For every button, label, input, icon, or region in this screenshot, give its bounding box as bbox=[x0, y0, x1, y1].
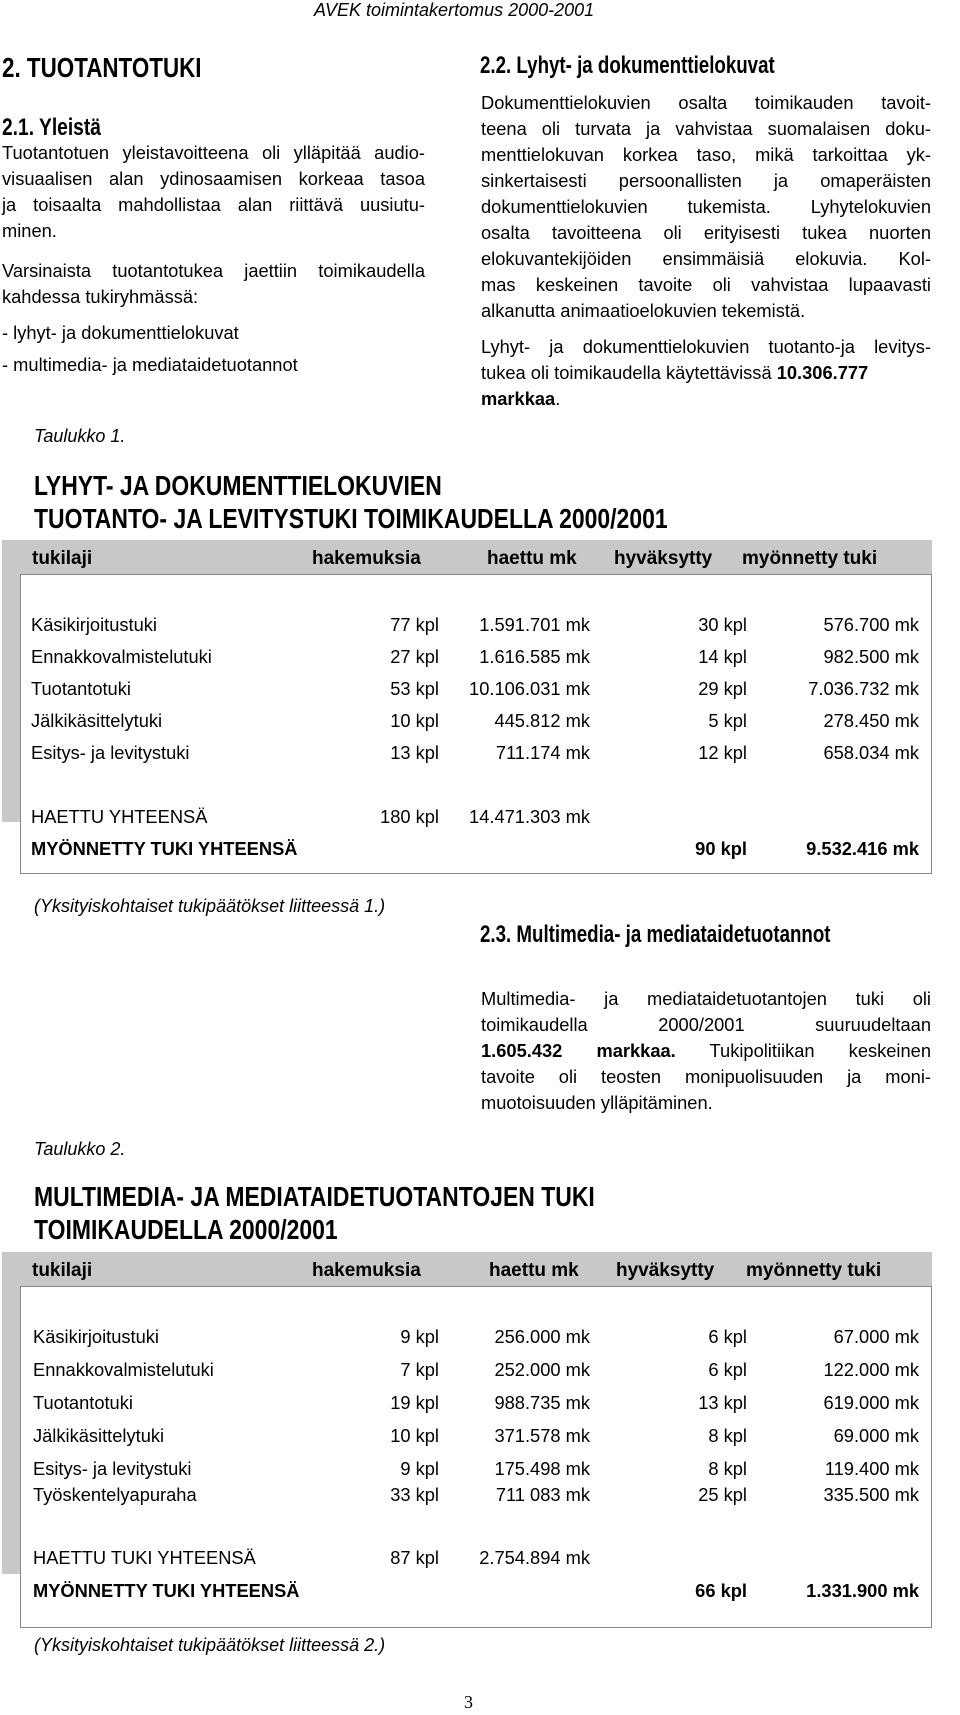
running-header: AVEK toimintakertomus 2000-2001 bbox=[314, 0, 595, 20]
table1-header-applications: hakemuksia bbox=[312, 548, 421, 569]
table2-header-applied: haettu mk bbox=[489, 1260, 579, 1281]
table-row: Ennakkovalmistelutuki 7 kpl 252.000 mk 6 kpl 122.000 mk bbox=[33, 1359, 919, 1380]
table-row: Tuotantotuki 19 kpl 988.735 mk 13 kpl 619.000 mk bbox=[33, 1392, 919, 1413]
table-row: Esitys- ja levitystuki 13 kpl 711.174 mk 12 kpl 658.034 mk bbox=[31, 742, 919, 763]
table2-header-approved: hyväksytty bbox=[616, 1260, 715, 1281]
table2-note: (Yksityiskohtaiset tukipäätökset liitteessä 2.) bbox=[34, 1635, 386, 1655]
table2-header-type: tukilaji bbox=[32, 1260, 93, 1281]
table1-total-granted: MYÖNNETTY TUKI YHTEENSÄ 90 kpl 9.532.416 mk bbox=[31, 838, 919, 859]
table-row: Tuotantotuki 53 kpl 10.106.031 mk 29 kpl 7.036.732 mk bbox=[31, 678, 919, 699]
table1-header-granted: myönnetty tuki bbox=[742, 548, 878, 569]
table2-header-granted: myönnetty tuki bbox=[746, 1260, 882, 1281]
bullet-short-films: - lyhyt- ja dokumenttielokuvat bbox=[2, 322, 239, 343]
table-row: Työskentelyapuraha 33 kpl 711 083 mk 25 kpl 335.500 mk bbox=[33, 1484, 919, 1505]
subsection-title-multimedia: 2.3. Multimedia- ja mediataidetuotannot bbox=[480, 921, 831, 948]
table1-header-bar bbox=[2, 540, 932, 578]
table2-caption: Taulukko 2. bbox=[34, 1139, 126, 1159]
table-row: Käsikirjoitustuki 77 kpl 1.591.701 mk 30 kpl 576.700 mk bbox=[31, 614, 919, 635]
table2-total-applied: HAETTU TUKI YHTEENSÄ 87 kpl 2.754.894 mk bbox=[33, 1547, 590, 1568]
table1-body bbox=[20, 574, 932, 874]
table1-note: (Yksityiskohtaiset tukipäätökset liitteessä 1.) bbox=[34, 896, 386, 916]
table1-left-bar bbox=[2, 578, 20, 822]
multimedia-paragraph: Multimedia- ja mediataidetuotantojen tuki oli toimikaudella 2000/2001 suuruudeltaan 1.605.432 markkaa. Tukipolitiikan keskeinen tavoite oli teosten monipuolisuuden ja moni- muotoisuuden ylläpitäminen. bbox=[481, 988, 931, 1113]
section-title: 2. TUOTANTOTUKI bbox=[2, 52, 202, 83]
table1-header-type: tukilaji bbox=[32, 548, 93, 569]
table2-header-applications: hakemuksia bbox=[312, 1260, 421, 1281]
table1-title: LYHYT- JA DOKUMENTTIELOKUVIEN TUOTANTO- JA LEVITYSTUKI TOIMIKAUDELLA 2000/2001 bbox=[34, 470, 668, 534]
table2-header-bar bbox=[2, 1252, 932, 1290]
general-paragraph-2: Varsinaista tuotantotukea jaettiin toimikaudella kahdessa tukiryhmässä: bbox=[2, 260, 425, 307]
table2-total-granted: MYÖNNETTY TUKI YHTEENSÄ 66 kpl 1.331.900 mk bbox=[33, 1580, 919, 1601]
short-films-paragraph-2: Lyhyt- ja dokumenttielokuvien tuotanto-ja levitys- tukea oli toimikaudella käytettävissä 10.306.777 markkaa. bbox=[481, 336, 931, 409]
table-row: Jälkikäsittelytuki 10 kpl 371.578 mk 8 kpl 69.000 mk bbox=[33, 1425, 919, 1446]
general-paragraph-1: Tuotantotuen yleistavoitteena oli ylläpitää audio- visuaalisen alan ydinosaamisen korkeaa tasoa ja toisaalta mahdollistaa alan riittävä uusiutu- minen. bbox=[2, 142, 425, 241]
subsection-title-general: 2.1. Yleistä bbox=[2, 114, 101, 141]
subsection-title-short-films: 2.2. Lyhyt- ja dokumenttielokuvat bbox=[480, 52, 775, 79]
table-row: Jälkikäsittelytuki 10 kpl 445.812 mk 5 kpl 278.450 mk bbox=[31, 710, 919, 731]
table-row: Käsikirjoitustuki 9 kpl 256.000 mk 6 kpl 67.000 mk bbox=[33, 1326, 919, 1347]
table-row: Esitys- ja levitystuki 9 kpl 175.498 mk 8 kpl 119.400 mk bbox=[33, 1458, 919, 1479]
table1-caption: Taulukko 1. bbox=[34, 426, 126, 446]
table1-header-approved: hyväksytty bbox=[614, 548, 713, 569]
bullet-multimedia: - multimedia- ja mediataidetuotannot bbox=[2, 354, 298, 375]
table2-body bbox=[20, 1286, 932, 1628]
short-films-paragraph-1: Dokumenttielokuvien osalta toimikauden tavoit- teena oli turvata ja vahvistaa suomalaisen doku- menttielokuvan korkea taso, mikä tarkoittaa yk- sinkertaisesti persoonallisten ja omaperäisten dokumenttielokuvien tukemista. Lyhytelokuvien osalta tavoitteena oli erityisesti tukea nuorten elokuvantekijöiden ensimmäisiä elokuvia. Kol- mas keskeinen tavoite oli vahvistaa lupaavasti alkanutta animaatioelokuvien tekemistä. bbox=[481, 92, 931, 321]
table2-title: MULTIMEDIA- JA MEDIATAIDETUOTANTOJEN TUKI TOIMIKAUDELLA 2000/2001 bbox=[34, 1181, 595, 1245]
table-row: Ennakkovalmistelutuki 27 kpl 1.616.585 mk 14 kpl 982.500 mk bbox=[31, 646, 919, 667]
table1-header-applied: haettu mk bbox=[487, 548, 577, 569]
table2-left-bar bbox=[2, 1290, 20, 1574]
page-number: 3 bbox=[464, 1692, 473, 1712]
table1-total-applied: HAETTU YHTEENSÄ 180 kpl 14.471.303 mk bbox=[31, 806, 590, 827]
